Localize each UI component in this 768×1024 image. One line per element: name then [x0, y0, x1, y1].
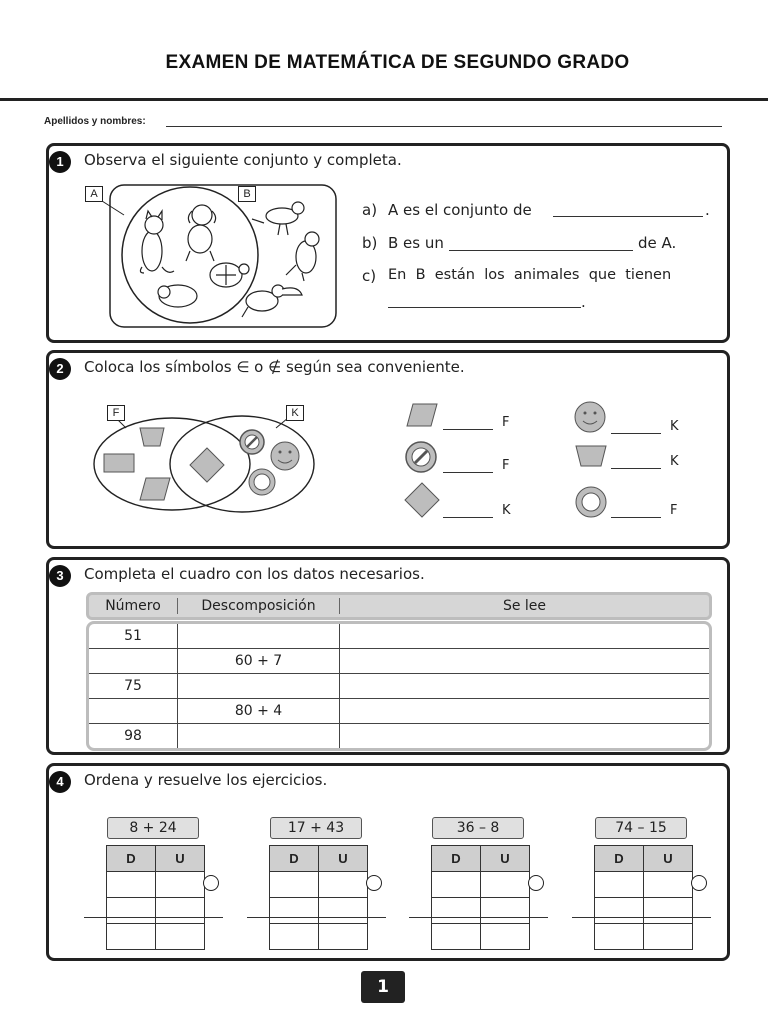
exercise-4-result-line [572, 917, 711, 918]
table-row [89, 699, 709, 724]
q1a-prefix: a) [362, 201, 378, 219]
grid-cell[interactable] [644, 872, 693, 898]
venn-animals [84, 183, 344, 331]
grid-cell[interactable] [481, 872, 530, 898]
number-table-header [86, 592, 712, 620]
grid-cell[interactable] [270, 872, 319, 898]
name-label: Apellidos y nombres: [44, 116, 146, 127]
question-1-number: 1 [49, 151, 71, 173]
col-d-header: D [270, 846, 319, 872]
rectangle-shape [104, 454, 134, 472]
trapezoid-icon [574, 444, 608, 470]
question-2-number: 2 [49, 358, 71, 380]
set-b-label: B [238, 186, 256, 202]
q2-answer-line-4[interactable] [611, 468, 661, 469]
cell-numero[interactable]: 51 [89, 624, 178, 648]
page-number: 1 [361, 971, 405, 1003]
exercise-4-grid [594, 845, 693, 950]
grid-cell[interactable] [644, 924, 693, 950]
table-row [89, 724, 709, 748]
cell-numero[interactable] [89, 699, 178, 723]
exercise-2-grid [269, 845, 368, 950]
grid-cell[interactable] [107, 872, 156, 898]
exercise-2-label: 17 + 43 [270, 817, 362, 839]
grid-cell[interactable] [595, 872, 644, 898]
grid-cell[interactable] [156, 898, 205, 924]
grid-cell[interactable] [107, 924, 156, 950]
exercise-3-label: 36 – 8 [432, 817, 524, 839]
q2-answer-line-3[interactable] [443, 472, 493, 473]
q2-item-1-set: F [502, 415, 510, 430]
smiley-icon [573, 400, 607, 434]
col-u-header: U [644, 846, 693, 872]
cell-numero[interactable]: 98 [89, 724, 178, 748]
grid-cell[interactable] [156, 872, 205, 898]
q1b-text: B es un [388, 234, 444, 252]
question-1-instruction: Observa el siguiente conjunto y completa. [84, 151, 402, 169]
header-descomposicion: Descomposición [178, 598, 340, 614]
guinea-pig-icon [158, 285, 197, 307]
grid-cell[interactable] [319, 924, 368, 950]
col-d-header: D [432, 846, 481, 872]
exercise-2-result-line [247, 917, 386, 918]
q2-item-trapezoid [574, 444, 608, 474]
question-4-number: 4 [49, 771, 71, 793]
q2-item-diamond [404, 482, 440, 522]
question-3-number: 3 [49, 565, 71, 587]
grid-cell[interactable] [481, 898, 530, 924]
number-table [86, 592, 712, 751]
grid-cell[interactable] [270, 898, 319, 924]
col-u-header: U [319, 846, 368, 872]
question-2-instruction: Coloca los símbolos ∈ o ∉ según sea conveniente. [84, 358, 465, 376]
page-title: EXAMEN DE MATEMÁTICA DE SEGUNDO GRADO [165, 52, 630, 73]
grid-cell[interactable] [156, 924, 205, 950]
grid-cell[interactable] [595, 924, 644, 950]
exercise-3-operator-circle[interactable] [528, 875, 544, 891]
header-divider [0, 98, 768, 101]
q2-answer-line-5[interactable] [443, 517, 493, 518]
grid-cell[interactable] [432, 872, 481, 898]
q1c-text: En B están los animales que tienen [388, 267, 672, 283]
ring-shape [249, 469, 275, 495]
set-k-label: K [286, 405, 304, 421]
diamond-icon [404, 482, 440, 518]
q1c-end: . [581, 293, 586, 311]
exercise-1-operator-circle[interactable] [203, 875, 219, 891]
q2-answer-line-2[interactable] [611, 433, 661, 434]
exercise-3-grid [431, 845, 530, 950]
exercise-1-result-line [84, 917, 223, 918]
cell-descomposicion[interactable] [178, 724, 340, 748]
q2-item-3-set: F [502, 458, 510, 473]
q1a-answer-line[interactable] [553, 216, 703, 217]
q1b-end: de A. [638, 234, 677, 252]
cell-descomposicion[interactable] [178, 624, 340, 648]
col-u-header: U [156, 846, 205, 872]
q1c-answer-line[interactable] [388, 307, 581, 308]
forbidden-shape [240, 430, 264, 454]
header-se-lee: Se lee [502, 598, 547, 614]
set-a-label: A [85, 186, 103, 202]
header-numero: Número [89, 598, 178, 614]
forbidden-icon [404, 440, 438, 474]
q2-answer-line-6[interactable] [611, 517, 661, 518]
set-f-label: F [107, 405, 125, 421]
cell-descomposicion[interactable] [178, 674, 340, 698]
q2-item-forbidden [404, 440, 438, 478]
grid-cell[interactable] [481, 924, 530, 950]
parallelogram-icon [405, 402, 439, 428]
exercise-2-operator-circle[interactable] [366, 875, 382, 891]
table-row [89, 674, 709, 699]
ring-icon [574, 485, 608, 519]
col-d-header: D [595, 846, 644, 872]
cell-descomposicion[interactable]: 80 + 4 [178, 699, 340, 723]
smiley-shape [271, 442, 299, 470]
q2-item-5-set: K [502, 503, 511, 518]
col-u-header: U [481, 846, 530, 872]
grid-cell[interactable] [319, 898, 368, 924]
table-row [89, 624, 709, 649]
exercise-3-result-line [409, 917, 548, 918]
table-row [89, 649, 709, 674]
q1b-answer-line[interactable] [449, 250, 633, 251]
animal-sets-illustration [84, 183, 344, 331]
cell-numero[interactable] [89, 649, 178, 673]
cell-descomposicion[interactable]: 60 + 7 [178, 649, 340, 673]
exercise-1-label: 8 + 24 [107, 817, 199, 839]
trapezoid-shape [140, 428, 164, 446]
q2-item-2-set: K [670, 419, 679, 434]
q2-item-ring [574, 485, 608, 523]
grid-cell[interactable] [432, 898, 481, 924]
q1a-end: . [705, 201, 710, 219]
exercise-1-grid [106, 845, 205, 950]
q1c-prefix: c) [362, 267, 377, 285]
q2-item-6-set: F [670, 503, 678, 518]
grid-cell[interactable] [319, 872, 368, 898]
question-4-instruction: Ordena y resuelve los ejercicios. [84, 771, 328, 789]
q1b-prefix: b) [362, 234, 378, 252]
grid-cell[interactable] [270, 924, 319, 950]
exercise-4-operator-circle[interactable] [691, 875, 707, 891]
question-3-instruction: Completa el cuadro con los datos necesarios. [84, 565, 425, 583]
grid-cell[interactable] [595, 898, 644, 924]
name-field[interactable] [166, 126, 722, 127]
exercise-4-label: 74 – 15 [595, 817, 687, 839]
q2-item-smiley [573, 400, 607, 438]
cell-numero[interactable]: 75 [89, 674, 178, 698]
grid-cell[interactable] [107, 898, 156, 924]
number-table-body [86, 621, 712, 751]
q2-item-4-set: K [670, 454, 679, 469]
col-d-header: D [107, 846, 156, 872]
q2-answer-line-1[interactable] [443, 429, 493, 430]
q1a-text: A es el conjunto de [388, 201, 532, 219]
grid-cell[interactable] [432, 924, 481, 950]
q2-item-parallelogram [405, 402, 439, 432]
grid-cell[interactable] [644, 898, 693, 924]
